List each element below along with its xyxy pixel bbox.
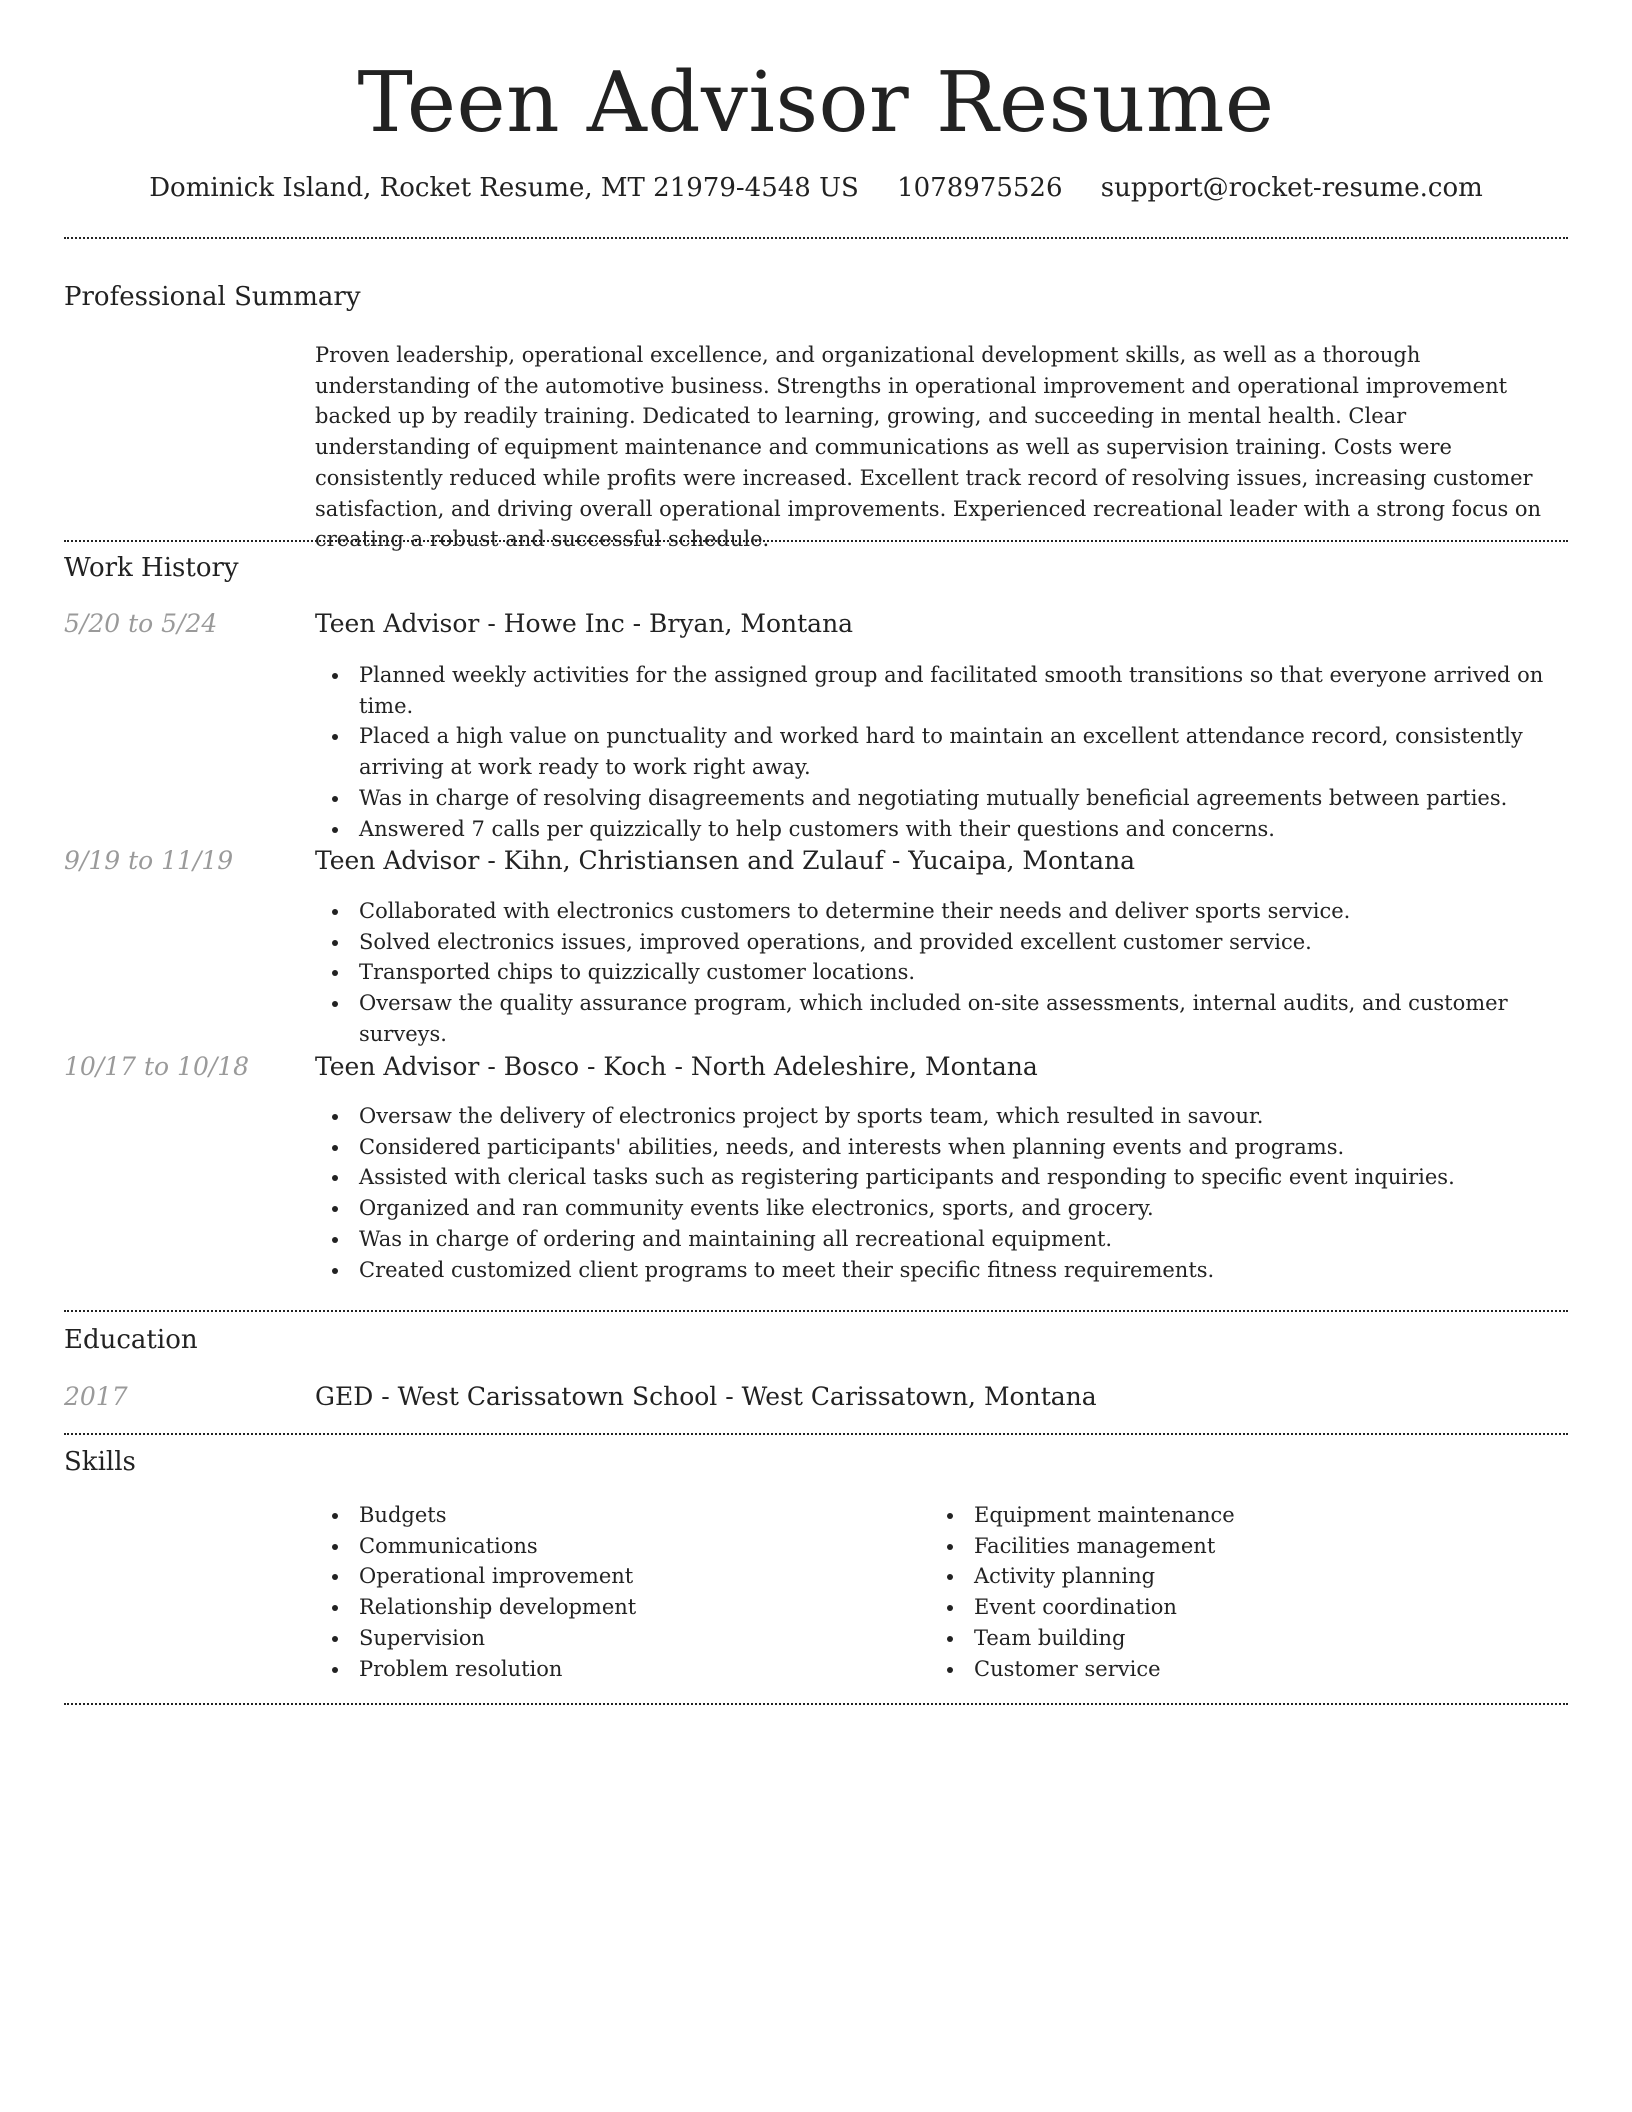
skill-item: Problem resolution bbox=[315, 1654, 915, 1685]
skill-item: Equipment maintenance bbox=[930, 1500, 1550, 1531]
job-bullets bbox=[315, 660, 1565, 844]
skill-item: Activity planning bbox=[930, 1561, 1550, 1592]
contact-line bbox=[0, 170, 1632, 206]
skill-item: Supervision bbox=[315, 1623, 915, 1654]
skill-item: Relationship development bbox=[315, 1592, 915, 1623]
list-item: Answered 7 calls per quizzically to help customers with their questions and concerns. bbox=[315, 814, 1565, 845]
section-title-education: Education bbox=[64, 1325, 198, 1355]
job-bullets bbox=[315, 896, 1565, 1050]
list-item: Planned weekly activities for the assigned group and facilitated smooth transitions so that everyone arrived on time. bbox=[315, 660, 1565, 721]
education-date: 2017 bbox=[64, 1382, 128, 1411]
list-item: Was in charge of resolving disagreements and negotiating mutually beneficial agreements between parties. bbox=[315, 783, 1565, 814]
job-title: Teen Advisor - Bosco - Koch - North Adeleshire, Montana bbox=[315, 1052, 1038, 1081]
skill-item: Communications bbox=[315, 1531, 915, 1562]
job-date: 10/17 to 10/18 bbox=[64, 1052, 250, 1081]
section-title-skills: Skills bbox=[64, 1447, 136, 1477]
list-item: Placed a high value on punctuality and worked hard to maintain an excellent attendance record, consistently arriving at work ready to work right away. bbox=[315, 721, 1565, 782]
skill-item: Facilities management bbox=[930, 1531, 1550, 1562]
skills-list-right bbox=[930, 1500, 1550, 1684]
list-item: Organized and ran community events like electronics, sports, and grocery. bbox=[315, 1193, 1565, 1224]
contact-phone: 1078975526 bbox=[897, 173, 1063, 203]
list-item: Solved electronics issues, improved operations, and provided excellent customer service. bbox=[315, 927, 1565, 958]
list-item: Oversaw the quality assurance program, which included on-site assessments, internal audits, and customer surveys. bbox=[315, 988, 1565, 1049]
list-item: Oversaw the delivery of electronics project by sports team, which resulted in savour. bbox=[315, 1101, 1565, 1132]
divider bbox=[64, 540, 1568, 542]
skill-item: Customer service bbox=[930, 1654, 1550, 1685]
skill-item: Team building bbox=[930, 1623, 1550, 1654]
list-item: Transported chips to quizzically customer locations. bbox=[315, 957, 1565, 988]
job-title: Teen Advisor - Howe Inc - Bryan, Montana bbox=[315, 609, 854, 638]
contact-email: support@rocket-resume.com bbox=[1100, 173, 1483, 203]
skills-list-left bbox=[315, 1500, 915, 1684]
skill-item: Operational improvement bbox=[315, 1561, 915, 1592]
job-bullets bbox=[315, 1101, 1565, 1285]
list-item: Was in charge of ordering and maintaining all recreational equipment. bbox=[315, 1224, 1565, 1255]
list-item: Assisted with clerical tasks such as registering participants and responding to specific event inquiries. bbox=[315, 1162, 1565, 1193]
list-item: Created customized client programs to meet their specific fitness requirements. bbox=[315, 1255, 1565, 1286]
job-date: 5/20 to 5/24 bbox=[64, 609, 218, 638]
divider bbox=[64, 1433, 1568, 1435]
summary-text: Proven leadership, operational excellence, and organizational development skills, as well as a thorough understanding of the automotive business. Strengths in operational improvement and operational improvement backed up by readily training. Dedicated to learning, growing, and succeeding in mental health. Clear understanding of equipment maintenance and communications as well as supervision training. Costs were consistently reduced while profits were increased. Excellent track record of resolving issues, increasing customer satisfaction, and driving overall operational improvements. Experienced recreational leader with a strong focus on creating a robust and successful schedule. bbox=[315, 343, 1542, 552]
divider bbox=[64, 1310, 1568, 1312]
list-item: Considered participants' abilities, needs, and interests when planning events and programs. bbox=[315, 1132, 1565, 1163]
divider bbox=[64, 1703, 1568, 1705]
contact-address: Dominick Island, Rocket Resume, MT 21979-4548 US bbox=[149, 173, 859, 203]
resume-title: Teen Advisor Resume bbox=[357, 54, 1275, 151]
divider bbox=[64, 237, 1568, 239]
job-title: Teen Advisor - Kihn, Christiansen and Zulauf - Yucaipa, Montana bbox=[315, 846, 1136, 875]
education-entry: GED - West Carissatown School - West Carissatown, Montana bbox=[315, 1382, 1097, 1411]
section-title-work-history: Work History bbox=[64, 553, 239, 583]
skill-item: Budgets bbox=[315, 1500, 915, 1531]
skill-item: Event coordination bbox=[930, 1592, 1550, 1623]
job-date: 9/19 to 11/19 bbox=[64, 846, 234, 875]
list-item: Collaborated with electronics customers to determine their needs and deliver sports service. bbox=[315, 896, 1565, 927]
section-title-summary: Professional Summary bbox=[64, 282, 361, 312]
